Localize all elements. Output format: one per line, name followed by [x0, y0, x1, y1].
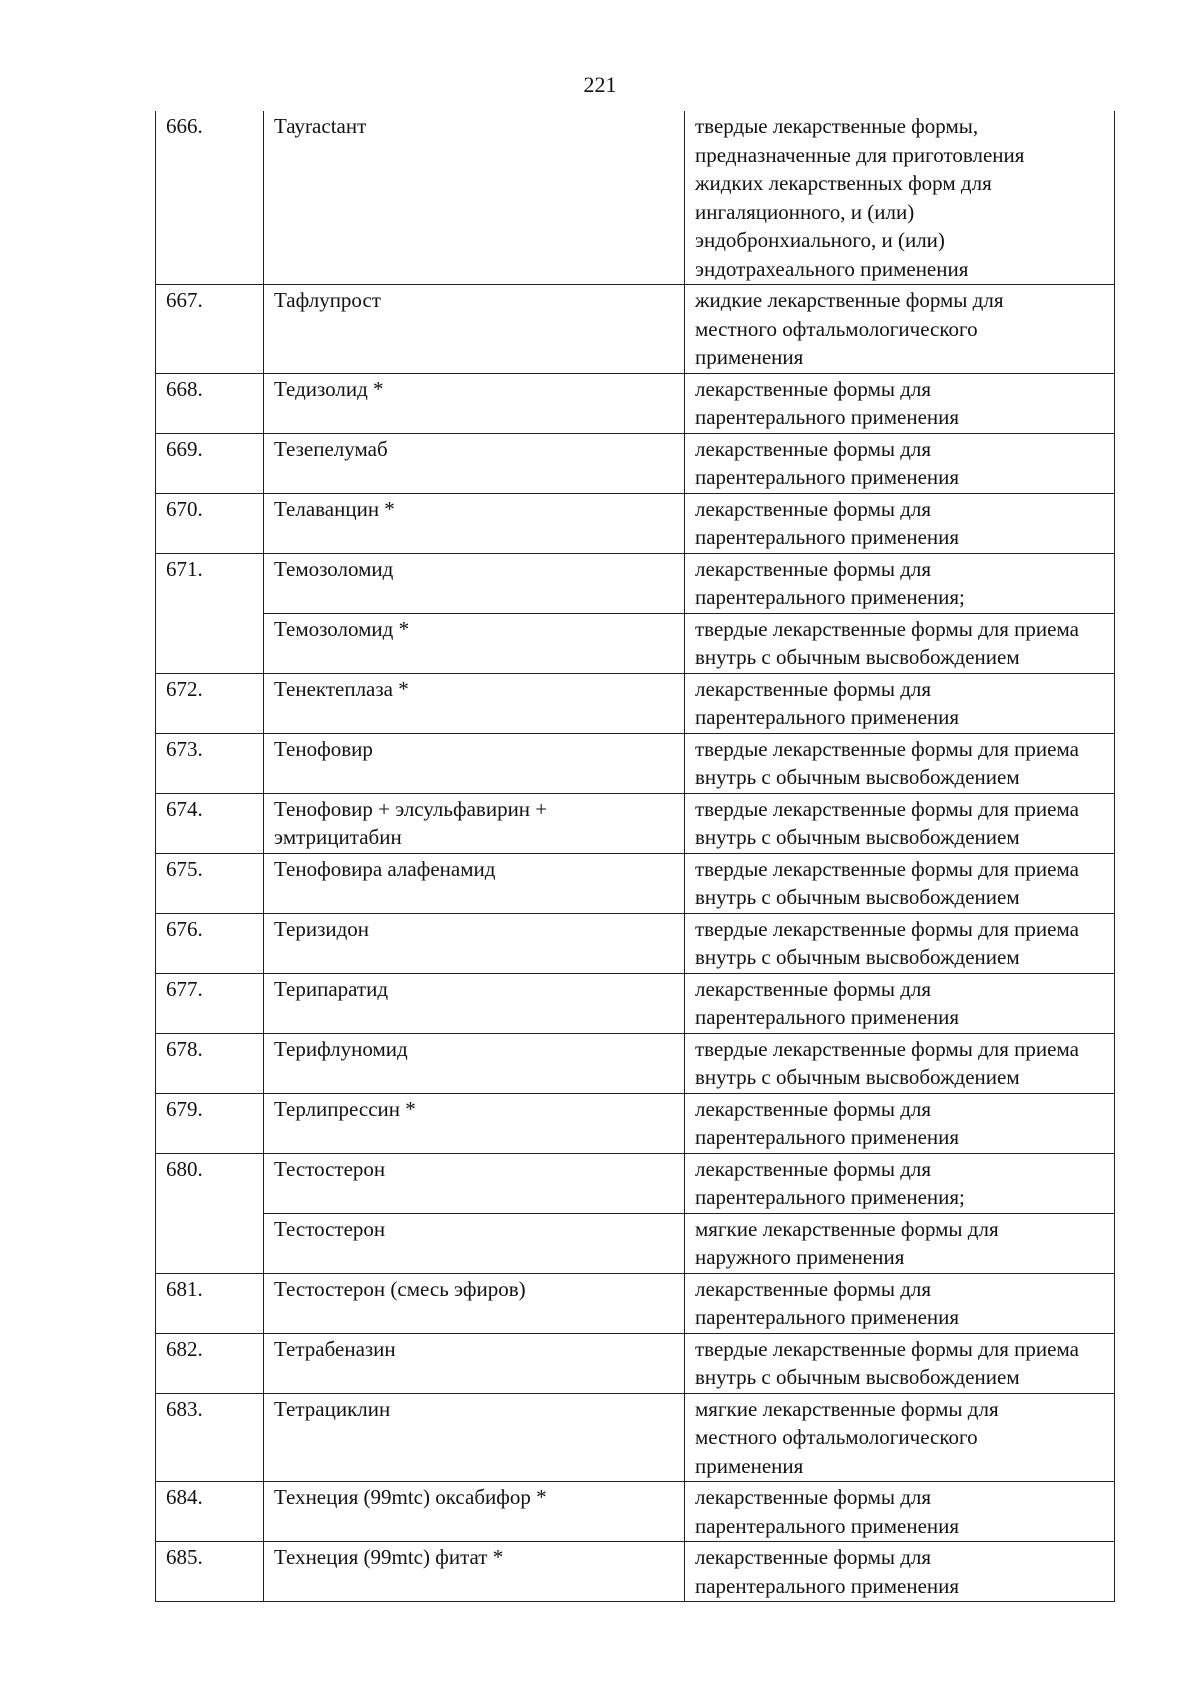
drug-name: Тенофовир + элсульфавирин + эмтрицитабин: [264, 793, 685, 853]
table-row: [156, 913, 1115, 973]
drug-name: Технеция (99mtc) оксабифор *: [264, 1482, 685, 1542]
table-row: [156, 1213, 1115, 1273]
table-row: [156, 853, 1115, 913]
dosage-form: мягкие лекарственные формы для местного офтальмологического применения: [685, 1393, 1115, 1482]
drug-table: [155, 111, 1115, 1602]
dosage-form: лекарственные формы для парентерального применения: [685, 1093, 1115, 1153]
dosage-form: твердые лекарственные формы для приема внутрь с обычным высвобождением: [685, 793, 1115, 853]
dosage-form: твердые лекарственные формы для приема внутрь с обычным высвобождением: [685, 733, 1115, 793]
drug-name: Тезепелумаб: [264, 433, 685, 493]
drug-name: Тестостерон (смесь эфиров): [264, 1273, 685, 1333]
row-number: 681.: [156, 1273, 264, 1333]
row-number: 671.: [156, 553, 264, 673]
drug-name: Тетрабеназин: [264, 1333, 685, 1393]
dosage-form: лекарственные формы для парентерального применения: [685, 973, 1115, 1033]
table-row: [156, 433, 1115, 493]
dosage-form: твердые лекарственные формы для приема внутрь с обычным высвобождением: [685, 613, 1115, 673]
row-number: 683.: [156, 1393, 264, 1482]
dosage-form: твердые лекарственные формы для приема внутрь с обычным высвобождением: [685, 853, 1115, 913]
row-number: 670.: [156, 493, 264, 553]
row-number: 678.: [156, 1033, 264, 1093]
table-row: [156, 973, 1115, 1033]
dosage-form: лекарственные формы для парентерального применения: [685, 493, 1115, 553]
row-number: 680.: [156, 1153, 264, 1273]
drug-name: Темозоломид: [264, 553, 685, 613]
drug-name: Тафлупрост: [264, 285, 685, 374]
drug-name: Тестостерон: [264, 1213, 685, 1273]
dosage-form: твердые лекарственные формы, предназначенные для приготовления жидких лекарственных форм для ингаляционного, и (или) эндобронхиального, и (или) эндотрахеального применения: [685, 111, 1115, 285]
row-number: 684.: [156, 1482, 264, 1542]
drug-name: Тенектеплаза *: [264, 673, 685, 733]
dosage-form: лекарственные формы для парентерального применения: [685, 673, 1115, 733]
row-number: 673.: [156, 733, 264, 793]
drug-name: Телаванцин *: [264, 493, 685, 553]
table-row: [156, 1333, 1115, 1393]
table-row: [156, 373, 1115, 433]
table-row: [156, 1542, 1115, 1602]
dosage-form: мягкие лекарственные формы для наружного применения: [685, 1213, 1115, 1273]
dosage-form: твердые лекарственные формы для приема внутрь с обычным высвобождением: [685, 1333, 1115, 1393]
drug-name: Тауractант: [264, 111, 685, 285]
table-row: [156, 553, 1115, 613]
row-number: 682.: [156, 1333, 264, 1393]
table-row: [156, 793, 1115, 853]
row-number: 677.: [156, 973, 264, 1033]
table-row: [156, 1482, 1115, 1542]
row-number: 666.: [156, 111, 264, 285]
table-row: [156, 1093, 1115, 1153]
drug-name: Теризидон: [264, 913, 685, 973]
drug-name: Тенофовира алафенамид: [264, 853, 685, 913]
table-row: [156, 1393, 1115, 1482]
dosage-form: твердые лекарственные формы для приема внутрь с обычным высвобождением: [685, 913, 1115, 973]
drug-name: Технеция (99mtc) фитат *: [264, 1542, 685, 1602]
dosage-form: лекарственные формы для парентерального применения: [685, 1482, 1115, 1542]
table-row: [156, 613, 1115, 673]
drug-name: Тестостерон: [264, 1153, 685, 1213]
dosage-form: жидкие лекарственные формы для местного офтальмологического применения: [685, 285, 1115, 374]
table-row: [156, 111, 1115, 285]
dosage-form: твердые лекарственные формы для приема внутрь с обычным высвобождением: [685, 1033, 1115, 1093]
table-row: [156, 285, 1115, 374]
table-row: [156, 493, 1115, 553]
row-number: 674.: [156, 793, 264, 853]
table-row: [156, 673, 1115, 733]
row-number: 675.: [156, 853, 264, 913]
row-number: 667.: [156, 285, 264, 374]
dosage-form: лекарственные формы для парентерального применения: [685, 1542, 1115, 1602]
drug-name: Тетрациклин: [264, 1393, 685, 1482]
table-body: [156, 111, 1115, 1602]
drug-name: Терлипрессин *: [264, 1093, 685, 1153]
row-number: 668.: [156, 373, 264, 433]
dosage-form: лекарственные формы для парентерального применения;: [685, 1153, 1115, 1213]
drug-name: Терипаратид: [264, 973, 685, 1033]
dosage-form: лекарственные формы для парентерального применения;: [685, 553, 1115, 613]
drug-name: Тедизолид *: [264, 373, 685, 433]
table-row: [156, 1033, 1115, 1093]
page-number: 221: [583, 72, 617, 97]
table-row: [156, 1273, 1115, 1333]
row-number: 679.: [156, 1093, 264, 1153]
row-number: 685.: [156, 1542, 264, 1602]
drug-name: Терифлуномид: [264, 1033, 685, 1093]
dosage-form: лекарственные формы для парентерального применения: [685, 373, 1115, 433]
dosage-form: лекарственные формы для парентерального применения: [685, 1273, 1115, 1333]
table-row: [156, 733, 1115, 793]
drug-name: Тенофовир: [264, 733, 685, 793]
row-number: 672.: [156, 673, 264, 733]
drug-name: Темозоломид *: [264, 613, 685, 673]
row-number: 669.: [156, 433, 264, 493]
table-row: [156, 1153, 1115, 1213]
row-number: 676.: [156, 913, 264, 973]
dosage-form: лекарственные формы для парентерального применения: [685, 433, 1115, 493]
